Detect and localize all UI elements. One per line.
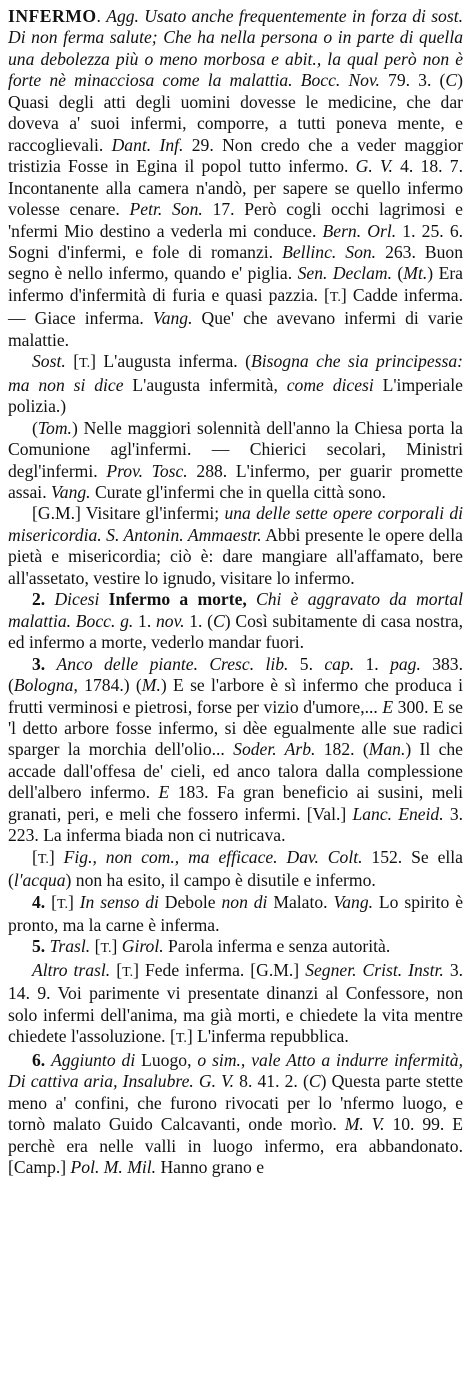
source-ref: E — [382, 696, 394, 717]
source-ref: nov. — [155, 610, 185, 631]
note-text: l'acqua — [13, 870, 66, 891]
quote-text: ) Nelle maggiori solennità dell'anno la Chiesa porta la Comunione agl'infermi. — Chierici secolari, Ministri degl'infermi. — [8, 417, 463, 481]
text: [ — [65, 351, 80, 372]
source-ref: Bologna — [13, 675, 74, 696]
source-ref: Girol. — [121, 936, 164, 957]
quote-text: Curate gl'infermi che in quella città sono. — [90, 481, 386, 502]
sost-paragraph — [8, 351, 463, 417]
text: Malato. — [267, 891, 334, 912]
editor-mark: T. — [175, 1031, 187, 1047]
text: [ — [90, 936, 101, 957]
editor-mark: T. — [329, 289, 341, 305]
source-ref: C — [445, 70, 458, 91]
section-6-paragraph — [8, 1050, 463, 1179]
text: 182. ( — [315, 739, 369, 760]
source-ref: Soder. Arb. — [233, 739, 316, 760]
text: 1. — [133, 610, 156, 631]
entry-main-paragraph — [8, 6, 463, 351]
text: 1. ( — [184, 610, 214, 631]
text: [ — [110, 959, 123, 980]
source-ref: Lanc. Eneid. — [352, 803, 444, 824]
section-number: 2. — [32, 589, 55, 610]
quote-text: ] Fede inferma. [G.M.] — [133, 959, 306, 980]
definition-text: Altro trasl. — [32, 959, 111, 980]
definition-text: Dicesi — [54, 589, 100, 610]
definition-text: o sim., vale Atto a indurre infermità, Di cattiva aria, Insalubre. G. V. — [8, 1049, 464, 1092]
text: ] — [111, 936, 122, 957]
text: ( — [391, 263, 404, 284]
text: [ — [32, 846, 38, 867]
section-4-paragraph — [8, 892, 463, 937]
source-ref: Man. — [368, 739, 406, 760]
source-ref: M. — [141, 675, 161, 696]
text: L'imperiale polizia.) — [8, 374, 463, 417]
text: . — [96, 6, 107, 26]
definition-text: non di — [221, 891, 268, 912]
quote-text: 3. 223. La inferma biada non ci nutricava. — [8, 803, 464, 846]
note-text: Fig., non com., ma efficace. Dav. Colt. — [63, 846, 363, 867]
source-ref: E — [158, 782, 170, 803]
source-ref: M. V. — [344, 1114, 385, 1135]
quote-text: 29. Non credo che a veder maggior tristizia Fosse in Egina il popol tutto infermo. — [8, 134, 463, 177]
source-ref: Mt. — [403, 263, 428, 284]
quote-text: Parola inferma e senza autorità. — [163, 936, 391, 957]
quote-text: Que' che avevano infermi di varie malattie. — [8, 308, 463, 350]
definition-text: Anco delle piante. Cresc. lib. — [56, 653, 289, 674]
quote-text: ) E se l'arbore è sì infermo che produca i frutti verminosi e pietrosi, forse per vizio d'umore,... — [8, 675, 464, 717]
text: ] — [67, 891, 80, 912]
text: 8. 41. 2. ( — [234, 1071, 309, 1092]
editor-mark: T. — [100, 941, 112, 957]
text: ( — [32, 417, 38, 438]
section-2-paragraph — [8, 589, 463, 653]
source-ref: G. V. — [355, 156, 393, 177]
source-ref: cap. — [324, 653, 355, 674]
quote-text: ) Era infermo d'infermità di furia e quasi pazzia. [ — [8, 263, 463, 305]
definition-text: Trasl. — [49, 936, 91, 957]
source-ref: Sen. Declam. — [297, 263, 392, 284]
section-number: 5. — [32, 936, 50, 957]
section-3-paragraph — [8, 654, 463, 847]
definition-text: Chi è aggravato da mortal malattia. Bocc. g. — [8, 589, 464, 631]
source-ref: pag. — [390, 653, 421, 674]
quote-text: Hanno grano e — [156, 1157, 265, 1178]
quote-text: 288. L'infermo, per guarir promette assai. — [8, 460, 463, 502]
quote-text: ) Quasi degli atti degli uomini dovesse le medicine, che dar doveva a' suoi infermi, comporre, a tutti poneva mente, e raccoglievali. — [8, 70, 464, 155]
section-number: 3. — [32, 653, 57, 674]
section-number: 6. — [32, 1049, 52, 1070]
quote-text: ] Cadde inferma. — Giace inferma. — [8, 284, 463, 329]
section-number: 4. — [32, 891, 52, 912]
source-ref: C — [308, 1071, 321, 1092]
gm-paragraph — [8, 503, 463, 589]
quote-text: ) Così subitamente di casa nostra, ed infermo a morte, vederlo mandar fuori. — [8, 610, 463, 653]
source-ref: Pol. M. Mil. — [70, 1157, 157, 1178]
source-ref: Bern. Orl. — [322, 220, 397, 241]
quote-text: ) non ha esito, il campo è disutile e infermo. — [65, 870, 376, 891]
text: Debole — [158, 891, 222, 912]
quote-text: Lo spirito è pronto, ma la carne è inferma. — [8, 891, 464, 936]
source-ref: Dant. Inf. — [111, 134, 184, 155]
quote-text: ] L'inferma repubblica. — [186, 1026, 349, 1047]
quote-text: ) Il che accade dall'offesa de' cieli, ed anco talora dalla complessione dell'albero infermo. — [8, 739, 463, 803]
phrase-headword: Infermo a morte, — [99, 589, 247, 610]
quote-text: 3. 14. 9. Voi parimente vi presentate dinanzi al Confessore, non solo infermi dell'anima, ma già morti, e chiedete la vita mentre chiedete l'assoluzione. [ — [8, 959, 464, 1047]
quote-text: 1. 25. 6. Sogni d'infermi, e fole di romanzi. — [8, 220, 464, 262]
label: Sost. — [32, 351, 66, 372]
text: ] L'augusta inferma. ( — [90, 351, 251, 372]
definition-text: Aggiunto di — [51, 1049, 136, 1070]
fig-paragraph — [8, 847, 463, 892]
definition-text: In senso di — [79, 891, 159, 912]
source-ref: Segner. Crist. Instr. — [305, 959, 444, 980]
source-ref: Tom. — [37, 417, 72, 438]
note-text: Bisogna che sia principessa: ma non si dice — [8, 351, 464, 395]
quote-text: 183. Fa gran beneficio ai susini, meli granati, peri, e meli che fossero infermi. [Val.] — [8, 782, 463, 824]
quote-text: 4. 18. 7. Incontanente alla camera n'andò, per sapere se quello infermo volesse cenare. — [8, 156, 463, 220]
editor-mark: T. — [79, 356, 91, 372]
source-ref: Petr. Son. — [129, 199, 203, 220]
quote-text: 152. Se ella ( — [8, 846, 463, 891]
source-ref: Vang. — [152, 308, 193, 329]
text: , 1784.) ( — [73, 675, 142, 696]
quote-text: 300. E se 'l detto arbore fosse infermo, si dèe egualmente alle sue radici sparger la morchia dell'olio... — [8, 696, 463, 760]
editor-mark: T. — [56, 896, 68, 912]
tom-paragraph — [8, 418, 463, 504]
source-ref: Vang. — [333, 891, 374, 912]
text: 1. — [354, 653, 391, 674]
quote-text: [G.M.] Visitare gl'infermi; — [32, 503, 225, 524]
source-ref: C — [213, 610, 225, 631]
quote-text: 10. 99. E perchè era nelle valli in luogo infermo, era abbandonato. [Camp.] — [8, 1114, 463, 1178]
note-text: come dicesi — [286, 374, 374, 395]
text: ] — [48, 846, 64, 867]
entry-headword: INFERMO — [8, 6, 97, 26]
text: 5. — [288, 653, 325, 674]
source-ref: Bellinc. Son. — [282, 241, 377, 262]
text: 79. 3. ( — [379, 70, 446, 91]
source-ref: Prov. Tosc. — [106, 460, 188, 481]
editor-mark: T. — [122, 964, 134, 980]
text: [ — [51, 891, 57, 912]
note-text: una delle sette opere corporali di misericordia. S. Antonin. Ammaestr. — [8, 503, 464, 545]
editor-mark: T. — [37, 851, 49, 867]
text: Luogo, — [135, 1049, 198, 1070]
altro-trasl-paragraph — [8, 960, 463, 1050]
quote-text: ) Questa parte stette meno a' confini, che furono rivocati per lo 'nfermo luogo, e tornò malato Guido Calcavanti, onde morìo. — [8, 1071, 464, 1135]
source-ref: Vang. — [51, 481, 91, 502]
quote-text: Abbi presente le opere della pietà e misericordia; ciò è: dare mangiare all'affamato, bere all'assetato, vestire lo ignudo, visitare lo infermo. — [8, 524, 463, 588]
text: L'augusta infermità, — [123, 374, 287, 395]
definition-text: Agg. Usato anche frequentemente in forza di sost. Di non ferma salute; Che ha nella persona o in parte di quella una debolezza più o meno morbosa e abit., la qual però non è forte nè minacciosa come la malattia. Bocc. Nov. — [8, 6, 463, 91]
section-5-paragraph — [8, 936, 463, 959]
quote-text: 17. Però cogli occhi lagrimosi e 'nfermi Mio destino a vederla mi conduce. — [8, 199, 463, 241]
quote-text: 263. Buon segno è nello infermo, quando e' piglia. — [8, 241, 463, 284]
text: 383. ( — [8, 653, 463, 696]
